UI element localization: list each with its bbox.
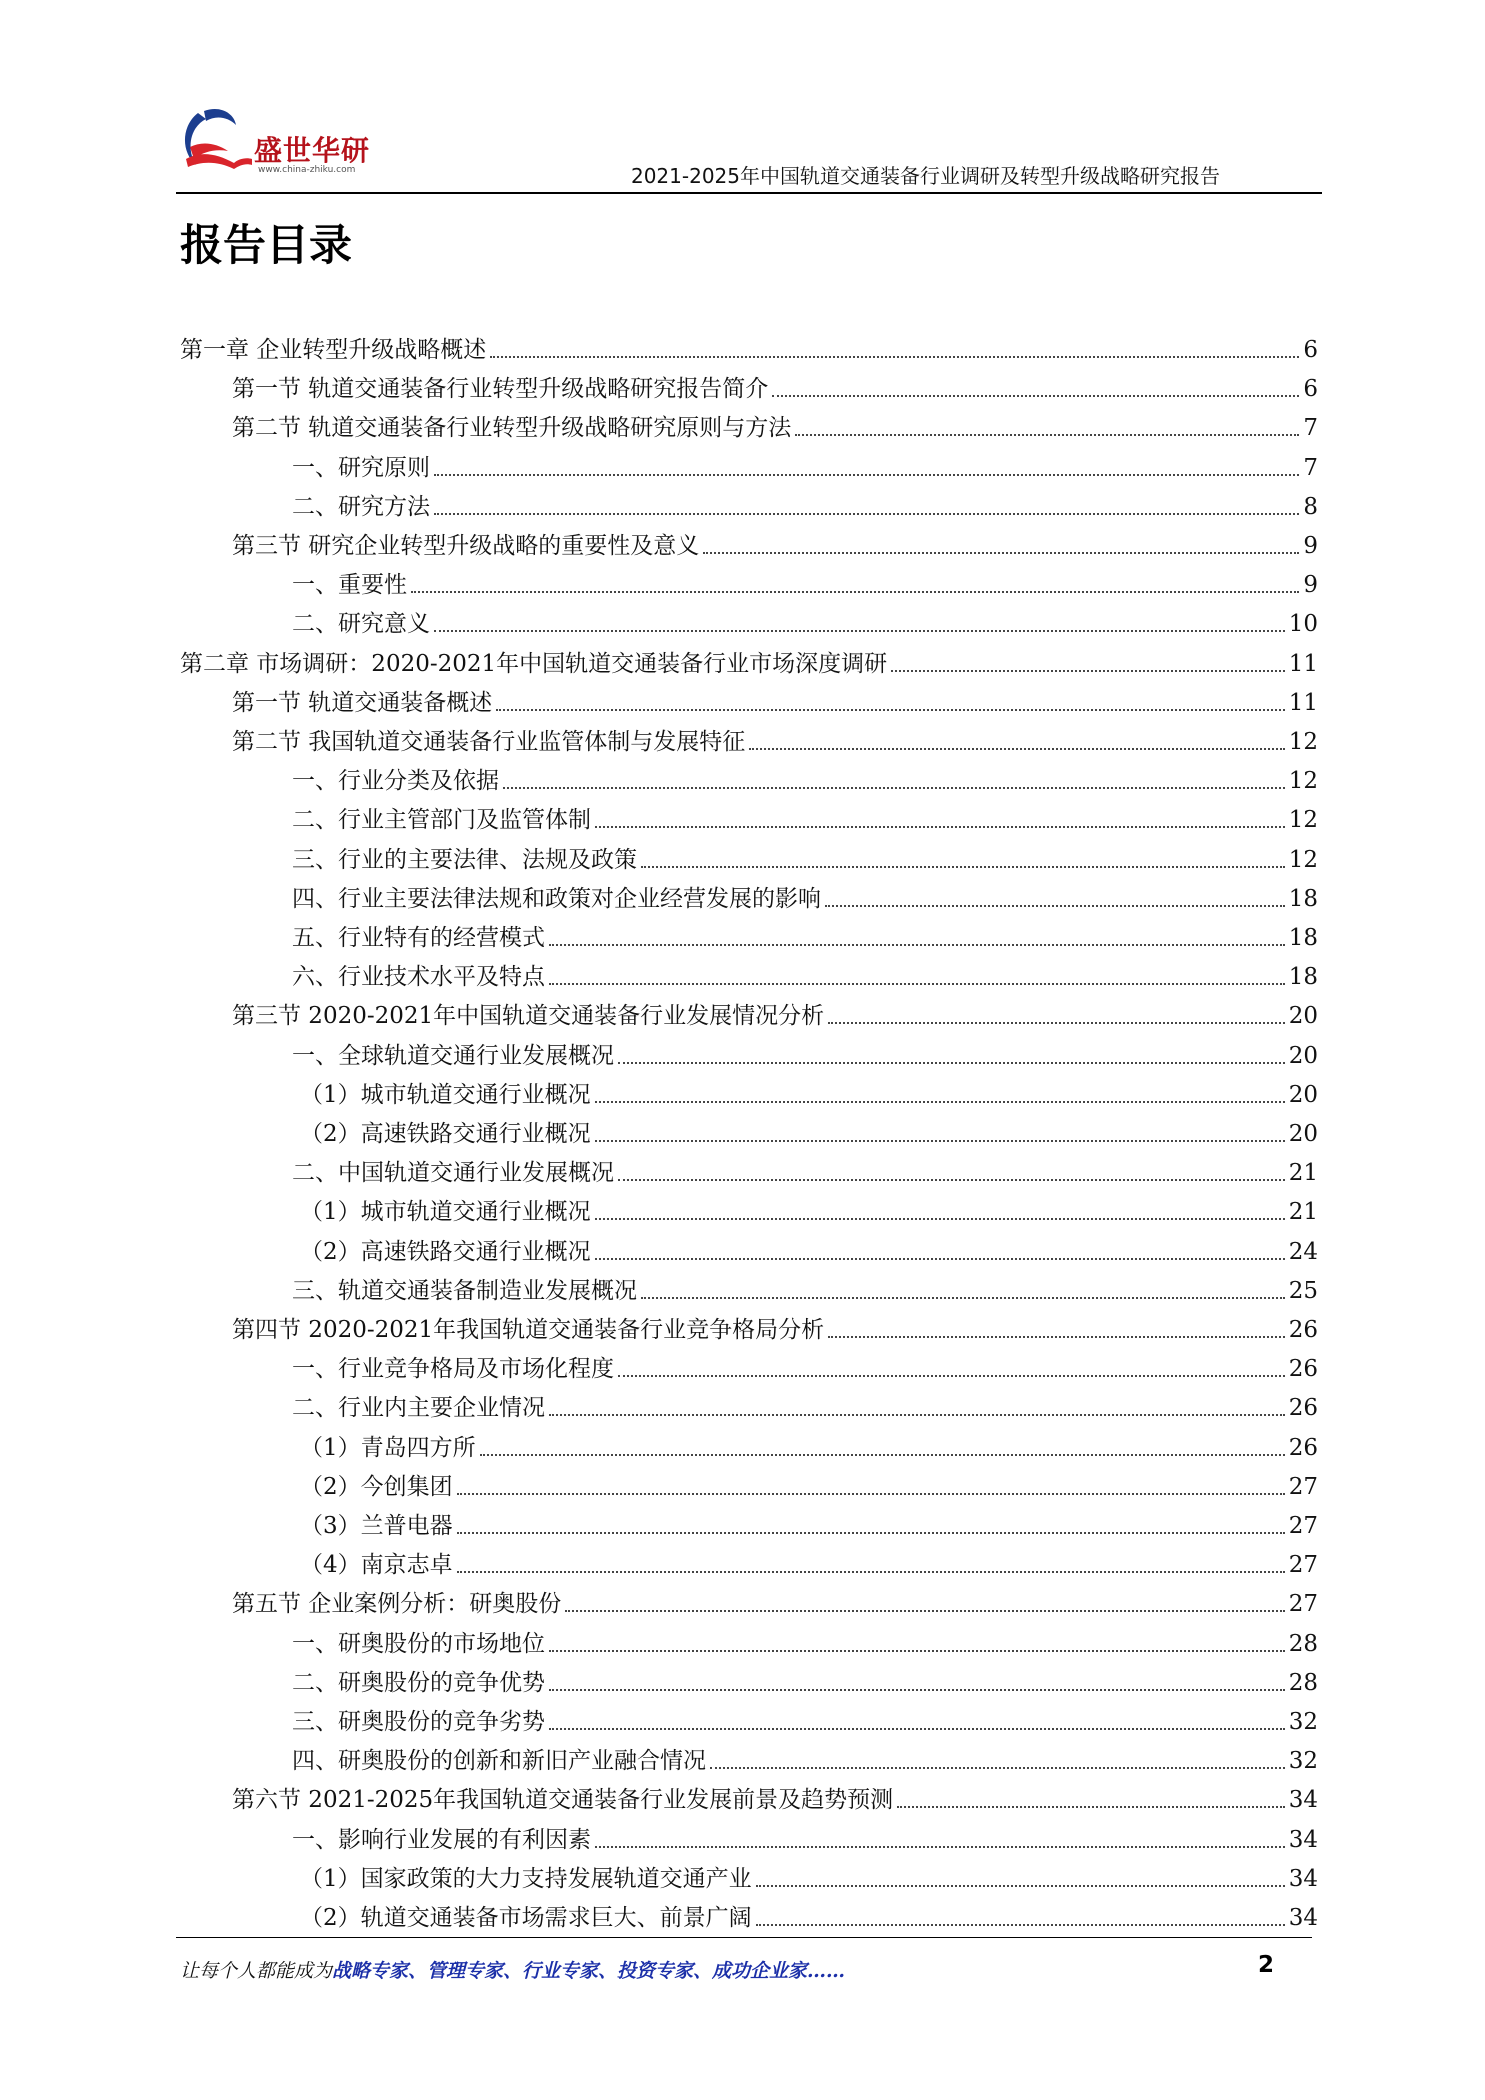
toc-entry-title: 一、行业竞争格局及市场化程度 <box>292 1356 614 1382</box>
toc-entry-title: 三、研奥股份的竞争劣势 <box>292 1709 545 1735</box>
toc-entry-page: 20 <box>1288 1082 1318 1108</box>
toc-entry-title: 一、影响行业发展的有利因素 <box>292 1827 591 1853</box>
toc-leader-dots <box>411 591 1299 593</box>
toc-entry-title: 六、行业技术水平及特点 <box>292 964 545 990</box>
toc-entry[interactable] <box>300 1073 1318 1109</box>
toc-entry-page: 6 <box>1303 376 1318 402</box>
toc-entry[interactable] <box>292 877 1318 913</box>
toc-entry[interactable] <box>232 367 1318 403</box>
toc-entry-page: 8 <box>1303 494 1318 520</box>
toc-entry-title: 一、行业分类及依据 <box>292 768 499 794</box>
toc-entry-page: 26 <box>1288 1317 1318 1343</box>
logo-name: 盛世华研 <box>254 134 371 167</box>
toc-leader-dots <box>595 1218 1285 1220</box>
toc-entry-title: （1）青岛四方所 <box>300 1435 476 1461</box>
toc-entry[interactable] <box>292 602 1318 638</box>
toc-entry-title: 一、全球轨道交通行业发展概况 <box>292 1043 614 1069</box>
toc-leader-dots <box>549 1650 1285 1652</box>
toc-entry[interactable] <box>292 1700 1318 1736</box>
toc-entry[interactable] <box>232 406 1318 442</box>
toc-entry-title: 四、行业主要法律法规和政策对企业经营发展的影响 <box>292 886 821 912</box>
toc-entry-title: （2）今创集团 <box>300 1474 453 1500</box>
toc-entry-page: 12 <box>1288 729 1318 755</box>
toc-entry-title: 第六节 2021-2025年我国轨道交通装备行业发展前景及趋势预测 <box>232 1787 894 1813</box>
toc-leader-dots <box>756 1885 1285 1887</box>
toc-entry-title: 第四节 2020-2021年我国轨道交通装备行业竞争格局分析 <box>232 1317 825 1343</box>
toc-leader-dots <box>703 552 1299 554</box>
toc-entry[interactable] <box>300 1504 1318 1540</box>
toc-leader-dots <box>891 670 1285 672</box>
toc-entry-title: 二、行业内主要企业情况 <box>292 1395 545 1421</box>
toc-entry[interactable] <box>300 1426 1318 1462</box>
toc-leader-dots <box>595 1258 1285 1260</box>
toc-entry-page: 9 <box>1303 572 1318 598</box>
toc-entry[interactable] <box>232 1582 1318 1618</box>
toc-entry-page: 28 <box>1288 1631 1318 1657</box>
toc-leader-dots <box>549 983 1285 985</box>
toc-entry[interactable] <box>292 1818 1318 1854</box>
toc-entry-page: 28 <box>1288 1670 1318 1696</box>
toc-entry[interactable] <box>292 446 1318 482</box>
toc-leader-dots <box>825 905 1285 907</box>
toc-entry-page: 7 <box>1303 415 1318 441</box>
toc-leader-dots <box>828 1336 1285 1338</box>
toc-entry[interactable] <box>300 1190 1318 1226</box>
toc-entry[interactable] <box>292 1739 1318 1775</box>
toc-entry-title: （1）国家政策的大力支持发展轨道交通产业 <box>300 1866 752 1892</box>
toc-leader-dots <box>595 1101 1285 1103</box>
toc-entry-title: 一、研奥股份的市场地位 <box>292 1631 545 1657</box>
toc-entry-page: 34 <box>1288 1827 1318 1853</box>
toc-entry[interactable] <box>292 1151 1318 1187</box>
toc-entry-page: 32 <box>1288 1709 1318 1735</box>
toc-entry[interactable] <box>232 720 1318 756</box>
toc-entry-title: （4）南京志卓 <box>300 1552 453 1578</box>
toc-leader-dots <box>749 748 1284 750</box>
toc-entry-page: 6 <box>1303 337 1318 363</box>
toc-leader-dots <box>710 1767 1285 1769</box>
toc-leader-dots <box>595 1846 1285 1848</box>
toc-entry[interactable] <box>292 1622 1318 1658</box>
toc-entry-title: （1）城市轨道交通行业概况 <box>300 1082 591 1108</box>
toc-entry[interactable] <box>292 916 1318 952</box>
toc-entry-page: 25 <box>1288 1278 1318 1304</box>
toc-leader-dots <box>434 630 1285 632</box>
toc-entry[interactable] <box>292 1269 1318 1305</box>
toc-leader-dots <box>756 1924 1285 1926</box>
toc-entry-title: （2）高速铁路交通行业概况 <box>300 1239 591 1265</box>
slogan-lead: 让每个人都能成为 <box>180 1960 333 1982</box>
toc-leader-dots <box>457 1532 1285 1534</box>
toc-entry-page: 27 <box>1288 1552 1318 1578</box>
footer-slogan <box>180 1956 845 1983</box>
toc-leader-dots <box>618 1375 1285 1377</box>
book-swirl-logo-icon <box>176 103 256 183</box>
toc-leader-dots <box>457 1571 1285 1573</box>
toc-entry-page: 18 <box>1288 886 1318 912</box>
toc-leader-dots <box>595 826 1285 828</box>
toc-leader-dots <box>434 513 1299 515</box>
toc-entry-title: （1）城市轨道交通行业概况 <box>300 1199 591 1225</box>
toc-entry-title: 三、行业的主要法律、法规及政策 <box>292 847 637 873</box>
toc-entry-title: 二、行业主管部门及监管体制 <box>292 807 591 833</box>
company-logo <box>176 103 436 183</box>
toc-entry-page: 26 <box>1288 1356 1318 1382</box>
toc-leader-dots <box>490 356 1299 358</box>
toc-entry-title: （3）兰普电器 <box>300 1513 453 1539</box>
toc-entry-title: 第一章 企业转型升级战略概述 <box>180 337 487 363</box>
toc-entry[interactable] <box>180 328 1318 364</box>
toc-entry-title: 第一节 轨道交通装备行业转型升级战略研究报告简介 <box>232 376 769 402</box>
toc-entry-page: 12 <box>1288 768 1318 794</box>
toc-leader-dots <box>828 1022 1285 1024</box>
toc-entry-page: 27 <box>1288 1513 1318 1539</box>
toc-entry-page: 11 <box>1288 651 1318 677</box>
toc-entry[interactable] <box>292 838 1318 874</box>
toc-entry-title: 第五节 企业案例分析：研奥股份 <box>232 1591 562 1617</box>
toc-entry-title: 第二节 轨道交通装备行业转型升级战略研究原则与方法 <box>232 415 792 441</box>
toc-entry-title: 二、中国轨道交通行业发展概况 <box>292 1160 614 1186</box>
toc-entry-page: 27 <box>1288 1591 1318 1617</box>
toc-entry-page: 21 <box>1288 1160 1318 1186</box>
toc-leader-dots <box>772 395 1299 397</box>
toc-entry-page: 21 <box>1288 1199 1318 1225</box>
toc-entry-page: 11 <box>1288 690 1318 716</box>
toc-entry-page: 34 <box>1288 1787 1318 1813</box>
toc-entry[interactable] <box>292 759 1318 795</box>
toc-leader-dots <box>434 474 1299 476</box>
toc-leader-dots <box>897 1806 1285 1808</box>
toc-entry-title: 一、研究原则 <box>292 455 430 481</box>
logo-url: www.china-zhiku.com <box>258 165 356 175</box>
toc-entry-page: 34 <box>1288 1905 1318 1931</box>
toc-leader-dots <box>503 787 1285 789</box>
toc-entry-title: 三、轨道交通装备制造业发展概况 <box>292 1278 637 1304</box>
page-number: 2 <box>1258 1952 1275 1978</box>
toc-entry-page: 12 <box>1288 847 1318 873</box>
toc-entry-page: 26 <box>1288 1435 1318 1461</box>
toc-entry[interactable] <box>180 642 1318 678</box>
toc-entry[interactable] <box>292 485 1318 521</box>
toc-entry-page: 26 <box>1288 1395 1318 1421</box>
toc-leader-dots <box>549 1689 1285 1691</box>
toc-entry-title: 二、研奥股份的竞争优势 <box>292 1670 545 1696</box>
toc-entry[interactable] <box>292 798 1318 834</box>
toc-entry-title: 一、重要性 <box>292 572 407 598</box>
footer-divider <box>176 1937 1312 1938</box>
toc-leader-dots <box>496 709 1284 711</box>
toc-entry[interactable] <box>300 1112 1318 1148</box>
slogan-roles: 战略专家、管理专家、行业专家、投资专家、成功企业家…… <box>332 1960 846 1982</box>
toc-entry[interactable] <box>292 1661 1318 1697</box>
toc-leader-dots <box>795 434 1299 436</box>
toc-entry-title: 第三节 研究企业转型升级战略的重要性及意义 <box>232 533 700 559</box>
toc-leader-dots <box>549 1414 1285 1416</box>
toc-entry-page: 32 <box>1288 1748 1318 1774</box>
toc-entry[interactable] <box>232 994 1318 1030</box>
toc-entry-title: 第二节 我国轨道交通装备行业监管体制与发展特征 <box>232 729 746 755</box>
toc-entry[interactable] <box>292 1386 1318 1422</box>
toc-entry[interactable] <box>292 1347 1318 1383</box>
toc-entry[interactable] <box>232 681 1318 717</box>
toc-leader-dots <box>595 1140 1285 1142</box>
toc-entry-page: 24 <box>1288 1239 1318 1265</box>
toc-leader-dots <box>549 1728 1285 1730</box>
toc-leader-dots <box>641 866 1285 868</box>
toc-entry-page: 34 <box>1288 1866 1318 1892</box>
toc-entry-page: 12 <box>1288 807 1318 833</box>
toc-entry[interactable] <box>300 1230 1318 1266</box>
toc-entry-title: 二、研究方法 <box>292 494 430 520</box>
toc-entry[interactable] <box>292 955 1318 991</box>
toc-entry-page: 18 <box>1288 925 1318 951</box>
toc-entry[interactable] <box>232 1778 1318 1814</box>
page-heading: 报告目录 <box>180 221 352 271</box>
toc-leader-dots <box>457 1493 1285 1495</box>
toc-entry-title: 第三节 2020-2021年中国轨道交通装备行业发展情况分析 <box>232 1003 825 1029</box>
toc-entry[interactable] <box>292 563 1318 599</box>
toc-entry-title: 五、行业特有的经营模式 <box>292 925 545 951</box>
toc-leader-dots <box>549 944 1285 946</box>
toc-entry-title: 第一节 轨道交通装备概述 <box>232 690 493 716</box>
toc-entry[interactable] <box>300 1896 1318 1932</box>
toc-entry-title: 第二章 市场调研：2020-2021年中国轨道交通装备行业市场深度调研 <box>180 651 888 677</box>
toc-leader-dots <box>618 1062 1285 1064</box>
header-divider <box>176 192 1322 194</box>
report-title: 2021-2025年中国轨道交通装备行业调研及转型升级战略研究报告 <box>630 164 1220 188</box>
toc-entry-title: 二、研究意义 <box>292 611 430 637</box>
toc-entry-page: 9 <box>1303 533 1318 559</box>
toc-entry[interactable] <box>300 1465 1318 1501</box>
toc-entry-page: 27 <box>1288 1474 1318 1500</box>
toc-entry-page: 20 <box>1288 1121 1318 1147</box>
toc-leader-dots <box>641 1297 1285 1299</box>
toc-entry-page: 20 <box>1288 1003 1318 1029</box>
toc-entry-title: 四、研奥股份的创新和新旧产业融合情况 <box>292 1748 706 1774</box>
toc-entry-page: 18 <box>1288 964 1318 990</box>
toc-entry[interactable] <box>232 1308 1318 1344</box>
toc-entry-title: （2）高速铁路交通行业概况 <box>300 1121 591 1147</box>
toc-entry-title: （2）轨道交通装备市场需求巨大、前景广阔 <box>300 1905 752 1931</box>
toc-entry[interactable] <box>300 1543 1318 1579</box>
toc-entry[interactable] <box>300 1857 1318 1893</box>
toc-entry[interactable] <box>232 524 1318 560</box>
toc-leader-dots <box>480 1454 1285 1456</box>
toc-leader-dots <box>565 1610 1284 1612</box>
toc-entry-page: 7 <box>1303 455 1318 481</box>
toc-entry[interactable] <box>292 1034 1318 1070</box>
toc-entry-page: 20 <box>1288 1043 1318 1069</box>
toc-leader-dots <box>618 1179 1285 1181</box>
toc-entry-page: 10 <box>1288 611 1318 637</box>
